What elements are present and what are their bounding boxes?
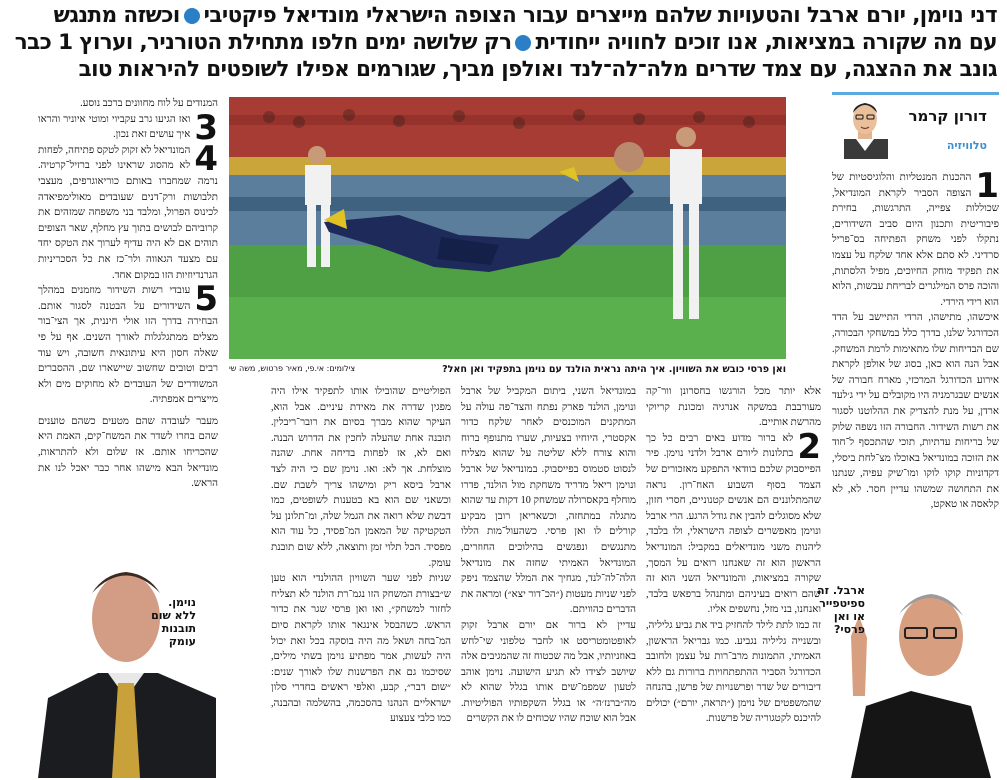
author-name: דורון קרמר xyxy=(908,107,987,125)
bullet-dot-icon xyxy=(184,8,200,24)
headline-line-1-part-b: וכשזה מתנגש xyxy=(53,3,180,28)
paragraph: עדיין לא ברור אם יורם ארבל זקוק לאופטומטריסט או לחבר טלפוני שי־לחש באוזניותיו, אבל מה שכטוח זה שהמגיבים אלה שיושב לצידו לא תגיע הישועה. נוימן אוהב לטעון שמפמ־שים אותו בגלל שהוא לא מה״ברנז׳ה״ או בגלל השקפותיו הפוליטיות. אבל הוא שוכח שהיו שכוחים לו את הקשרים xyxy=(461,619,636,725)
headline-line-1-part-a: דני נוימן, יורם ארבל והטעויות שלהם מייצרים עבור הצופה הישראלי מונדיאל פיקטיבי xyxy=(203,3,997,28)
headline-line-2-part-a: עם מה שקורה במציאות, אנו זוכים לחוויה ייחודית xyxy=(535,30,997,55)
author-box xyxy=(832,92,999,163)
main-photo xyxy=(229,97,786,359)
cartoon-portrait-icon xyxy=(836,95,894,159)
paragraph: ההכנות המנטליות והלוגיסטיות של הצופה הסביר לקראת המונדיאל, שכוללות צפייה, התרגשות, בחירת פיבוריטית ותכנון היום סביב השידורים, נתקלו לפני משחק הפתיחה בס־פריל סרדיני. לא סתם אלא אחד שלקח על עצמו את תפקיד מוחק החיוכים, מפיל הלסתות, והוכה פרס המילגרים לבריחת עבשות, הלוא הוא רידי הירדי. xyxy=(832,172,999,308)
paragraph: איכשהו, מתישהו, הרדי התיישב על הדד הכדורגל שלנו, בדרך כלל במשחקי הבכורה, שם הבדיחות שלו מתאימות לרמת המשחק. אבל הנה הוא כאן, בסוג של אולפן לקראת אירוע הכדורגל המרכזי, מארח חבורה של אנשים שבגרמניה היו מקובלים על ידי ג׳לעד ארדן, על מנת להצדיק את ההלוטנו לסגור את רשות השידור. החבורה הזו נשפה שלוק של בריחות עדתיות, תוכי שהתכסף ל־חוד את הזוכה במונדיאל באוכלו מצ־לחת ביסלי, דקדוניות קוקו לוקו ומו־שיק עפיה, שנתנו את התחושה שמשהו עדיין חסר. לא, לא קלאסה או טאקט, xyxy=(832,312,999,511)
headline-line-2 xyxy=(6,30,997,56)
paragraph: שניות לפני שער השוויון ההולנדי הוא טען ש״בצורת המשחק הזו נגמ־רת הולנד לא תצליח לחזור למשחק״, ואו ואן פרסי שגר את כדור הראש. כשהבסל אינגאר אותו לקראת סיום המ־בחה ושאל מה היה בוסקה בכל זאת יכול היה לעשות, אמר מפתיע נוימן בשתי מילים, שסיכמו גם את הפרשנות שלו לאורך שנים: ״שום דבר״, קבע, ואלפי ראשים בחדרי סלון ישראליים הנהנו בהסכמה, בהשלמה ובהבנה, כמו כלבי צעצוע xyxy=(271,573,451,725)
paragraph: במונדיאל השני, ביתום המקביל של ארבל ונוימן, הולנד פארק נפתח והצד־פה עולה על המתקנים המוכנסים לאחר שלקח כדור אקסטרי, היוחיו בצעיות, שערו מתנופף ברוח והוא צורח ללא שליטה על שהוא מצליח לנסוט סטמוס בפייסבוק. במונדיאל של ארבל ונוימן ריאל מדריד משחקת מול הולנד, פדרו מוחלף בקאסרולה שמשחק 10 דקות עד שהוא מתגלה במתחזה, וכשאריאן רובן מבקיע קורלים לו ואן פרסי. כשהעול־מות הללו מתנגשים ונפגשים בהילוכים החוזרים, המונדיאל האמיתי שחזה את מונדיאל הלה־לה־לנד, מגחיך את המלל שהצמד ניפק לפני שניות מעטות (״הכ־דור יצא״) ומראה את הדברים כהוויתם. xyxy=(461,386,636,616)
column-left xyxy=(38,96,218,538)
paragraph: הפוליטיים שהובילו אותו לתפקיד אילו היה מפגין שדרה את מאידת עיניים. אבל הוא, העיקר שהוא מברך בסיום את רובר־ריבלין. תובנה אחת שהעלה לחכין את הדרוש הבנה. ואם לא, אז לפחות בדיחה אחת. שהנה מוצלחת. אך לא: ואו. נוימן שם כי היה לצד ארבל ביסא ריק ומישהו צריך לשבת שם. וכשאני שם הוא בא בטענות לשופטים, כמו דבשת שלא רואה את הגמל שלה, ומ־תלונן על הטקטיקה של המאמן המ־פסיד, כל עוד הוא מפסיד. הכל תלוי זמן ותוצאה, ללא שום תובנת עומק. xyxy=(271,386,451,569)
paragraph: המנודים על לוח מחוונים ברכב נוסע. xyxy=(80,98,218,109)
paragraph: ואז הגיעו גרב עקביוי ומוטי איוניר והראו איך עושים זאת נכון. xyxy=(38,113,191,141)
photo-caption: ואן פרסי כובש את השוויון. איך היתה נראית הולנד עם נוימן בתפקיד ואן חאל? xyxy=(442,364,786,375)
section-number-3: 3 xyxy=(194,107,218,148)
column-mid-right xyxy=(646,384,821,780)
paragraph: עובדי רשות השידור מוזמנים במהלך השידורים על הבטנה לסגור אותם. הבחירה בדרך הזו אולי חיננית, אך הצי־בור מצלים ממתגלגלות לאורך השנים. אף על פי שאלה חסון היא עיתונאית חשובה, ויש עוד רבים וטובים שחשוב שיישארו שם, ההסברים המשודרים של העובדים לא מחוקים מים ולא מייצרים אמפתיה. xyxy=(38,285,218,406)
column-center-left xyxy=(271,384,451,780)
section-number-4: 4 xyxy=(194,138,218,179)
arbel-caption: ארבל. זה ספיטפייר או ואן פרסי? xyxy=(817,584,865,636)
paragraph: אלא יותר מכל הורגשו בחסרונן וור־קה מעורבבת במשקה אנרגיה ומכונת קריוקי מהרשת אותיים. xyxy=(646,386,821,429)
section-label: טלוויזיה xyxy=(946,139,987,152)
column-mid-left xyxy=(461,384,636,780)
neuman-caption: נוימן. ללא שום תובנות עומק xyxy=(151,596,196,648)
section-number-1: 1 xyxy=(975,170,999,206)
section-number-2: 2 xyxy=(797,426,821,467)
paragraph: לא ברור מדוע באים רבים כל כך בתלונות ליורם ארבל ולדני נוימן. פיר הפייסבוק שלכם בוודאי התפקע מאזכורים של הצמד בסוף השבוע האח־רון. נראה שהמתלוננים הם אנשים קטנוניים, חסרי חזון, שלא מסוגלים להבין את גודל הרגע. הרי ארבל ונוימן מאפשרים לצופה הישראלי, ולו בלבד, ליהנות משני מונדיאלים במקביל: המונדיאל הראשון הוא זה שאנחנו רואים על המסך, שקורה במציאות, והמונדיאל השני הוא זה שהם רואים בעיניהם ומתנהל ברפאש בלבד, ואנחנו, בני מזל, נחשפים אליו. xyxy=(646,432,821,616)
headline-line-2-part-b: רק שלושה ימים חלפו מתחילת הטורניר, וערוץ 1 כבר xyxy=(14,30,512,55)
paragraph: זה כמו לתת לילד להחזיק ביד את גביע גליליה, ובשנייה גליליה נגביע. כמו גבריאל הראשון, האמיתי, התמונות מרב־רות על עצמן ולחובב הכדורגל הסביר ההתפתחויות ברורות גם ללא דיבורים של שדר ופרשנויות של פרשן, בהנחה שהמשפטים של נוימן (״תראה, יורם״) יכולים להיכנס לקטגוריה של פרשנות. xyxy=(646,619,821,725)
photo-credit: צילומים: אי.פי, מאיר פרטוש, משה שי xyxy=(229,364,356,373)
paragraph: מעבר לעובדה שהם מטעים כשהם טוענים שהם בחרו לשדר את המשח־קים, האמת היא שהכריחו אותם. אז שלום ולא להתראות, מונדיאל הבא מישהו אחר כבר יאכל לנו את הראש. xyxy=(38,415,218,490)
headline-line-3: גונב את ההצגה, עם צמד שדרים מלה־לה־לנד ואולפן מביך, שגורמים אפילו לשופטים להיראות טוב xyxy=(78,57,997,82)
neuman-photo xyxy=(38,548,216,778)
section-number-5: 5 xyxy=(194,279,218,320)
bullet-dot-icon xyxy=(515,35,531,51)
paragraph: המונדיאל לא זקוק לטקס פתיחה, לפחות לא מהסוג שראינו לפני ברזיל־קרטיה. נרמה שמחברו באותם כוריאוגרפים, מעצבי תלבושות ורק־דנים שעובדים מאולימפיאדה לכינוס הפרול, ומלבד בני משפחה שמזהים את קרוביהם לבושים בתוך עץ מחלף, שאר הצופים תוהים אם לא היה עדיף לערוך את הטקס יחד עם מצעד הגאווה ולר־כז את כל הסכריניות הגרנדיוזיות הזו במקום אחד. xyxy=(38,144,218,281)
column-right xyxy=(832,170,999,554)
headline-line-1 xyxy=(6,3,997,29)
